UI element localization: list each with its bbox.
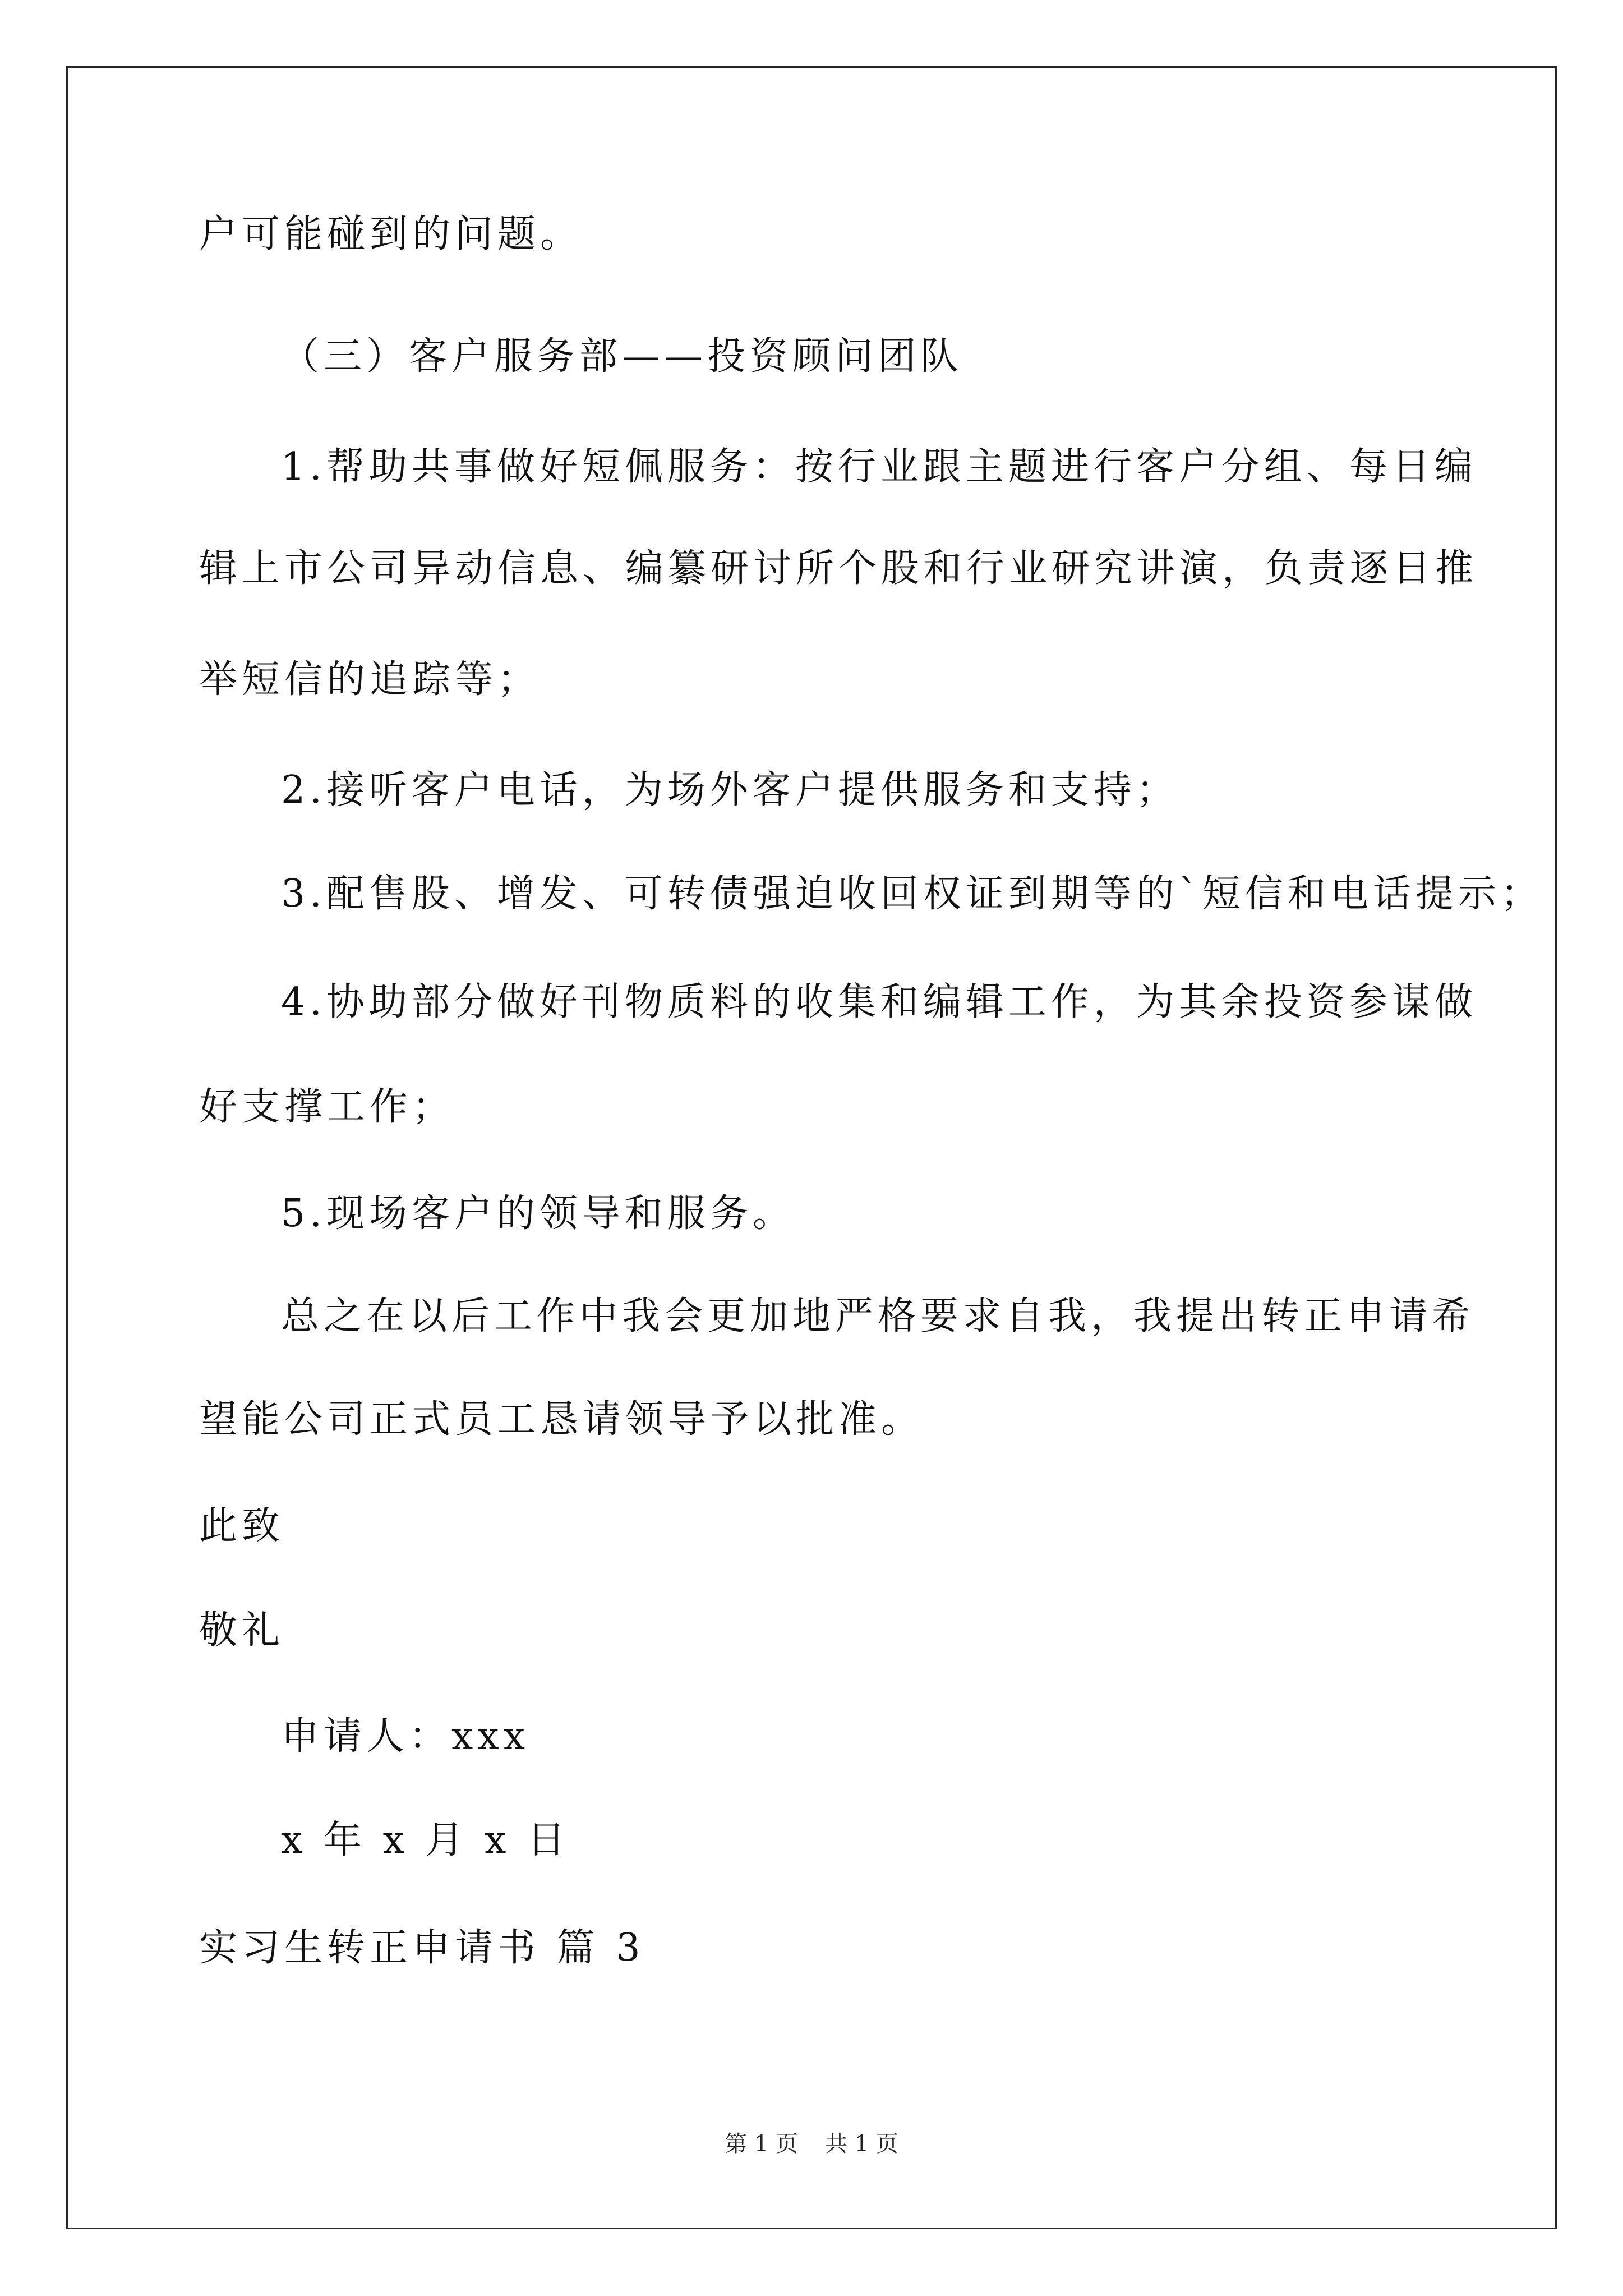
next-section-title: 实习生转正申请书 篇 3 xyxy=(199,1926,645,1970)
paragraph-line: 1.帮助共事做好短佩服务：按行业跟主题进行客户分组、每日编 xyxy=(281,445,1477,489)
paragraph-line: 4.协助部分做好刊物质料的收集和编辑工作，为其余投资参谋做 xyxy=(281,980,1477,1024)
page-total: 共 1 页 xyxy=(825,2131,898,2157)
closing-regards: 敬礼 xyxy=(199,1608,285,1653)
paragraph-line: 举短信的追踪等； xyxy=(199,657,541,702)
page-border xyxy=(66,66,1557,2229)
paragraph-line: 2.接听客户电话，为场外客户提供服务和支持； xyxy=(281,768,1179,812)
closing-salutation: 此致 xyxy=(199,1504,285,1548)
applicant-line: 申请人：xxx xyxy=(281,1714,530,1759)
paragraph-line: 辑上市公司异动信息、编纂研讨所个股和行业研究讲演，负责逐日推 xyxy=(199,546,1478,591)
page-number: 第 1 页 xyxy=(725,2131,798,2157)
date-line: x 年 x 月 x 日 xyxy=(281,1818,570,1862)
page-footer xyxy=(0,2128,1623,2160)
section-heading: （三）客户服务部——投资顾问团队 xyxy=(281,334,963,379)
paragraph-line: 5.现场客户的领导和服务。 xyxy=(281,1191,795,1236)
paragraph-line: 户可能碰到的问题。 xyxy=(199,212,583,256)
paragraph-line: 3.配售股、增发、可转债强迫收回权证到期等的`短信和电话提示； xyxy=(281,872,1543,916)
paragraph-line: 好支撑工作； xyxy=(199,1085,455,1129)
paragraph-line: 望能公司正式员工恳请领导予以批准。 xyxy=(199,1397,924,1442)
paragraph-line: 总之在以后工作中我会更加地严格要求自我，我提出转正申请希 xyxy=(281,1294,1475,1338)
